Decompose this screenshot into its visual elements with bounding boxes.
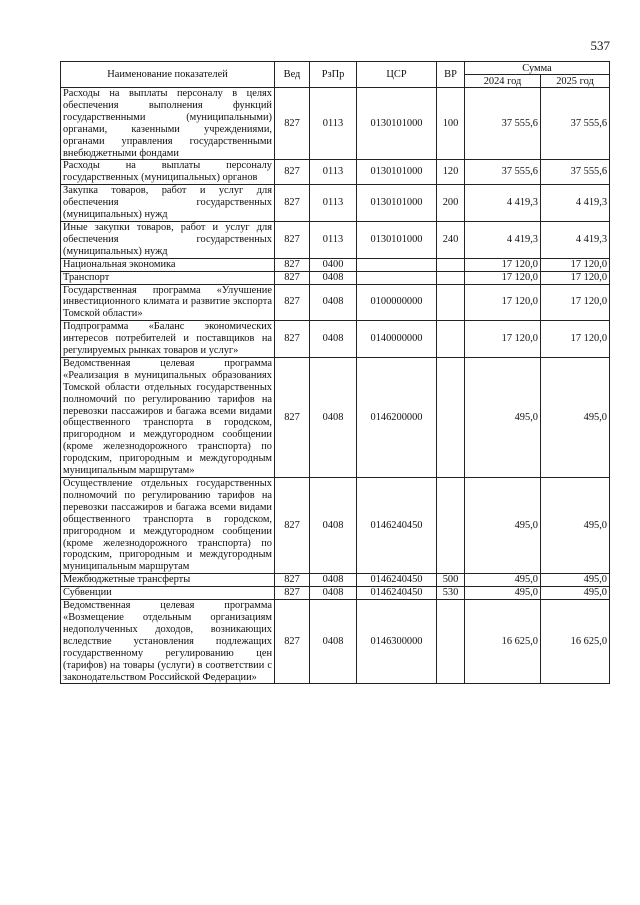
cell-sum-2025: 4 419,3 — [541, 185, 610, 222]
cell-vr — [437, 271, 465, 284]
cell-vr: 120 — [437, 160, 465, 185]
cell-rzpr: 0408 — [310, 321, 357, 358]
cell-rzpr: 0408 — [310, 478, 357, 574]
cell-sum-2025: 495,0 — [541, 357, 610, 477]
cell-ved: 827 — [275, 185, 310, 222]
cell-ved: 827 — [275, 221, 310, 258]
cell-vr: 240 — [437, 221, 465, 258]
cell-sum-2025: 495,0 — [541, 587, 610, 600]
cell-ved: 827 — [275, 357, 310, 477]
cell-sum-2025: 37 555,6 — [541, 160, 610, 185]
cell-rzpr: 0408 — [310, 587, 357, 600]
cell-sum-2025: 495,0 — [541, 478, 610, 574]
cell-csr: 0146240450 — [357, 587, 437, 600]
table-row — [61, 284, 610, 321]
page-number: 537 — [590, 38, 610, 53]
cell-ved: 827 — [275, 587, 310, 600]
cell-rzpr: 0408 — [310, 271, 357, 284]
cell-name: Ведомственная целевая программа «Реализация в муниципальных образованиях Томской области отдельных государственных полномочий по регулированию тарифов на перевозки пассажиров и багажа всеми видами общественного транспорта в городском, пригородном и междугородном сообщении (кроме железнодорожного транспорта) по городским, пригородным и междугородным муниципальным маршрутам» — [61, 357, 275, 477]
cell-csr: 0130101000 — [357, 88, 437, 160]
cell-ved: 827 — [275, 574, 310, 587]
cell-sum-2025: 37 555,6 — [541, 88, 610, 160]
cell-rzpr: 0408 — [310, 284, 357, 321]
cell-ved: 827 — [275, 284, 310, 321]
cell-name: Подпрограмма «Баланс экономических интересов потребителей и поставщиков на регулируемых рынках товаров и услуг» — [61, 321, 275, 358]
table-row — [61, 221, 610, 258]
header-year-2024: 2024 год — [465, 75, 541, 88]
cell-rzpr: 0400 — [310, 258, 357, 271]
cell-rzpr: 0113 — [310, 88, 357, 160]
cell-rzpr: 0113 — [310, 160, 357, 185]
cell-sum-2024: 16 625,0 — [465, 600, 541, 684]
header-rzpr: РзПр — [310, 62, 357, 88]
table-row — [61, 321, 610, 358]
cell-rzpr: 0113 — [310, 221, 357, 258]
table-row — [61, 574, 610, 587]
cell-name: Иные закупки товаров, работ и услуг для обеспечения государственных (муниципальных) нужд — [61, 221, 275, 258]
cell-sum-2024: 4 419,3 — [465, 221, 541, 258]
cell-sum-2024: 17 120,0 — [465, 284, 541, 321]
cell-sum-2024: 37 555,6 — [465, 88, 541, 160]
budget-table — [60, 61, 610, 684]
cell-name: Расходы на выплаты персоналу в целях обеспечения выполнения функций государственными (муниципальными) органами, казенными учреждениями, органами управления государственными внебюджетными фондами — [61, 88, 275, 160]
header-year-2025: 2025 год — [541, 75, 610, 88]
cell-sum-2024: 495,0 — [465, 478, 541, 574]
cell-name: Осуществление отдельных государственных полномочий по регулированию тарифов на перевозки пассажиров и багажа всеми видами общественного транспорта в городском, пригородном и междугородном сообщении (кроме железнодорожного транспорта) по городским, пригородным и междугородным муниципальным маршрутам — [61, 478, 275, 574]
cell-ved: 827 — [275, 600, 310, 684]
table-row — [61, 185, 610, 222]
cell-sum-2025: 495,0 — [541, 574, 610, 587]
cell-ved: 827 — [275, 160, 310, 185]
table-row — [61, 478, 610, 574]
cell-sum-2025: 17 120,0 — [541, 258, 610, 271]
cell-vr — [437, 357, 465, 477]
cell-ved: 827 — [275, 321, 310, 358]
cell-csr: 0130101000 — [357, 221, 437, 258]
cell-sum-2025: 17 120,0 — [541, 271, 610, 284]
cell-rzpr: 0408 — [310, 357, 357, 477]
cell-name: Транспорт — [61, 271, 275, 284]
cell-csr — [357, 258, 437, 271]
cell-name: Межбюджетные трансферты — [61, 574, 275, 587]
cell-sum-2024: 17 120,0 — [465, 321, 541, 358]
cell-ved: 827 — [275, 478, 310, 574]
cell-ved: 827 — [275, 258, 310, 271]
cell-vr — [437, 258, 465, 271]
header-vr: ВР — [437, 62, 465, 88]
cell-rzpr: 0113 — [310, 185, 357, 222]
table-row — [61, 258, 610, 271]
cell-csr: 0146240450 — [357, 478, 437, 574]
cell-csr: 0140000000 — [357, 321, 437, 358]
header-csr: ЦСР — [357, 62, 437, 88]
table-row — [61, 271, 610, 284]
header-name: Наименование показателей — [61, 62, 275, 88]
cell-csr: 0146240450 — [357, 574, 437, 587]
header-ved: Вед — [275, 62, 310, 88]
cell-vr — [437, 478, 465, 574]
cell-name: Ведомственная целевая программа «Возмещение отдельным организациям недополученных доходов, возникающих вследствие установления подлежащих государственному регулированию цен (тарифов) на товары (услуги) в соответствии с законодательством Российской Федерации» — [61, 600, 275, 684]
cell-csr — [357, 271, 437, 284]
cell-name: Государственная программа «Улучшение инвестиционного климата и развитие экспорта Томской области» — [61, 284, 275, 321]
table-row — [61, 88, 610, 160]
cell-sum-2025: 4 419,3 — [541, 221, 610, 258]
table-row — [61, 587, 610, 600]
cell-sum-2024: 495,0 — [465, 587, 541, 600]
cell-sum-2024: 495,0 — [465, 574, 541, 587]
cell-csr: 0146300000 — [357, 600, 437, 684]
cell-csr: 0130101000 — [357, 185, 437, 222]
cell-name: Национальная экономика — [61, 258, 275, 271]
cell-ved: 827 — [275, 88, 310, 160]
cell-sum-2024: 17 120,0 — [465, 258, 541, 271]
header-sum: Сумма — [465, 62, 610, 75]
cell-csr: 0130101000 — [357, 160, 437, 185]
cell-name: Закупка товаров, работ и услуг для обеспечения государственных (муниципальных) нужд — [61, 185, 275, 222]
cell-name: Расходы на выплаты персоналу государственных (муниципальных) органов — [61, 160, 275, 185]
table-row — [61, 357, 610, 477]
cell-vr: 530 — [437, 587, 465, 600]
table-row — [61, 600, 610, 684]
cell-sum-2025: 17 120,0 — [541, 321, 610, 358]
cell-csr: 0100000000 — [357, 284, 437, 321]
cell-sum-2024: 495,0 — [465, 357, 541, 477]
table-row — [61, 160, 610, 185]
cell-vr: 100 — [437, 88, 465, 160]
cell-vr: 200 — [437, 185, 465, 222]
cell-name: Субвенции — [61, 587, 275, 600]
cell-rzpr: 0408 — [310, 600, 357, 684]
cell-vr: 500 — [437, 574, 465, 587]
cell-sum-2025: 17 120,0 — [541, 284, 610, 321]
cell-sum-2025: 16 625,0 — [541, 600, 610, 684]
cell-sum-2024: 37 555,6 — [465, 160, 541, 185]
cell-vr — [437, 600, 465, 684]
cell-vr — [437, 284, 465, 321]
cell-rzpr: 0408 — [310, 574, 357, 587]
cell-ved: 827 — [275, 271, 310, 284]
cell-vr — [437, 321, 465, 358]
cell-sum-2024: 4 419,3 — [465, 185, 541, 222]
cell-sum-2024: 17 120,0 — [465, 271, 541, 284]
cell-csr: 0146200000 — [357, 357, 437, 477]
